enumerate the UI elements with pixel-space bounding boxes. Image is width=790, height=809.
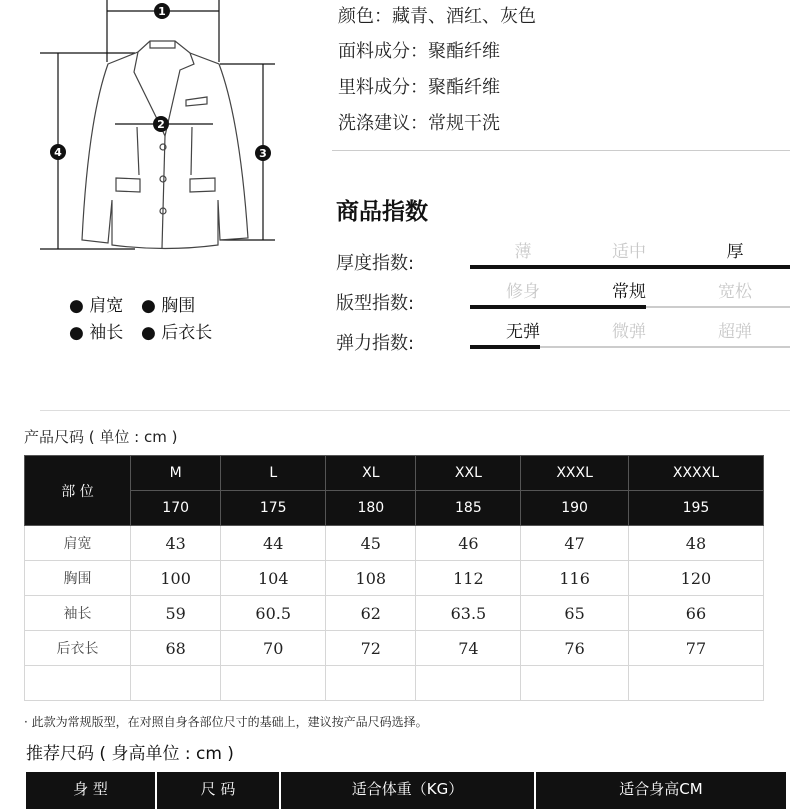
index-label: 弹力指数: (336, 333, 415, 354)
height-cell: 195 (628, 491, 763, 526)
size-header-row (25, 456, 764, 491)
recommend-table (26, 772, 786, 809)
jacket-outline (82, 41, 248, 249)
height-cell: 190 (521, 491, 629, 526)
measurement-cell: 44 (221, 526, 326, 561)
size-table (24, 455, 764, 701)
part-name: 后衣长 (25, 631, 131, 666)
part-name: 袖长 (25, 596, 131, 631)
measurement-cell: 43 (131, 526, 221, 561)
svg-text:3: 3 (259, 147, 267, 160)
measurement-cell: 63.5 (416, 596, 521, 631)
size-cell: XXXXL (628, 456, 763, 491)
measurement-cell: 62 (326, 596, 416, 631)
measurement-cell: 104 (221, 561, 326, 596)
recommend-title: 推荐尺码 ( 身高单位 : cm ) (26, 744, 234, 764)
index-option: 厚 (726, 242, 744, 262)
rec-header: 适合体重（KG） (280, 772, 535, 809)
index-label: 厚度指数: (336, 253, 415, 274)
index-bar (470, 306, 790, 308)
index-option: 常规 (612, 282, 646, 302)
fit-note: · 此款为常规版型，在对照自身各部位尺寸的基础上，建议按产品尺码选择。 (24, 715, 428, 729)
size-cell: XXXL (521, 456, 629, 491)
index-bar-fill (470, 345, 540, 349)
index-bar (470, 266, 790, 268)
height-cell: 175 (221, 491, 326, 526)
table-row (25, 561, 764, 596)
height-cell: 185 (416, 491, 521, 526)
svg-text:2: 2 (157, 118, 165, 131)
measurement-cell: 76 (521, 631, 629, 666)
info-fabric: 面料成分：聚酯纤维 (338, 41, 500, 62)
svg-text:4: 4 (54, 146, 62, 159)
legend-chest: ● 胸围 (141, 296, 196, 316)
index-label: 版型指数: (336, 293, 415, 314)
measurement-cell: 60.5 (221, 596, 326, 631)
measurement-cell: 100 (131, 561, 221, 596)
index-option: 薄 (514, 242, 532, 262)
index-bar-fill (470, 265, 790, 269)
index-bar-fill (470, 305, 646, 309)
measurement-cell: 77 (628, 631, 763, 666)
measurement-cell: 48 (628, 526, 763, 561)
table-row (25, 526, 764, 561)
size-cell: XL (326, 456, 416, 491)
index-option: 宽松 (718, 282, 752, 302)
part-name: 肩宽 (25, 526, 131, 561)
height-cell: 180 (326, 491, 416, 526)
size-cell: XXL (416, 456, 521, 491)
index-option: 无弹 (506, 322, 540, 342)
measurement-cell: 116 (521, 561, 629, 596)
rec-header: 尺 码 (156, 772, 280, 809)
jacket-measurement-diagram (0, 0, 330, 260)
info-color: 颜色：藏青、酒红、灰色 (338, 6, 536, 27)
table-row (25, 631, 764, 666)
divider (40, 410, 790, 411)
index-option: 修身 (506, 282, 540, 302)
index-bar (470, 346, 790, 348)
measurement-cell: 47 (521, 526, 629, 561)
measurement-cell: 120 (628, 561, 763, 596)
rec-header: 适合身高CM (535, 772, 786, 809)
size-cell: L (221, 456, 326, 491)
measurement-cell: 66 (628, 596, 763, 631)
measurement-cell: 112 (416, 561, 521, 596)
corner-cell: 部 位 (25, 456, 131, 526)
info-washing: 洗涤建议：常规干洗 (338, 113, 500, 134)
part-name: 胸围 (25, 561, 131, 596)
measurement-cell: 108 (326, 561, 416, 596)
legend-back-length: ● 后衣长 (141, 323, 213, 343)
legend-sleeve: ● 袖长 (69, 323, 124, 343)
empty-row (25, 666, 764, 701)
index-option: 超弹 (718, 322, 752, 342)
divider (332, 150, 790, 151)
index-title: 商品指数 (336, 199, 428, 225)
measurement-cell: 59 (131, 596, 221, 631)
size-cell: M (131, 456, 221, 491)
svg-text:1: 1 (158, 5, 166, 18)
measurement-cell: 65 (521, 596, 629, 631)
index-option: 适中 (612, 242, 646, 262)
index-option: 微弹 (612, 322, 646, 342)
height-header-row (25, 491, 764, 526)
size-table-title: 产品尺码 ( 单位 : cm ) (24, 428, 178, 446)
measurement-cell: 46 (416, 526, 521, 561)
table-row (25, 596, 764, 631)
measurement-cell: 68 (131, 631, 221, 666)
measurement-cell: 70 (221, 631, 326, 666)
measurement-cell: 74 (416, 631, 521, 666)
rec-header: 身 型 (26, 772, 156, 809)
height-cell: 170 (131, 491, 221, 526)
info-lining: 里料成分：聚酯纤维 (338, 77, 500, 98)
measurement-cell: 45 (326, 526, 416, 561)
measurement-cell: 72 (326, 631, 416, 666)
legend-shoulder: ● 肩宽 (69, 296, 124, 316)
